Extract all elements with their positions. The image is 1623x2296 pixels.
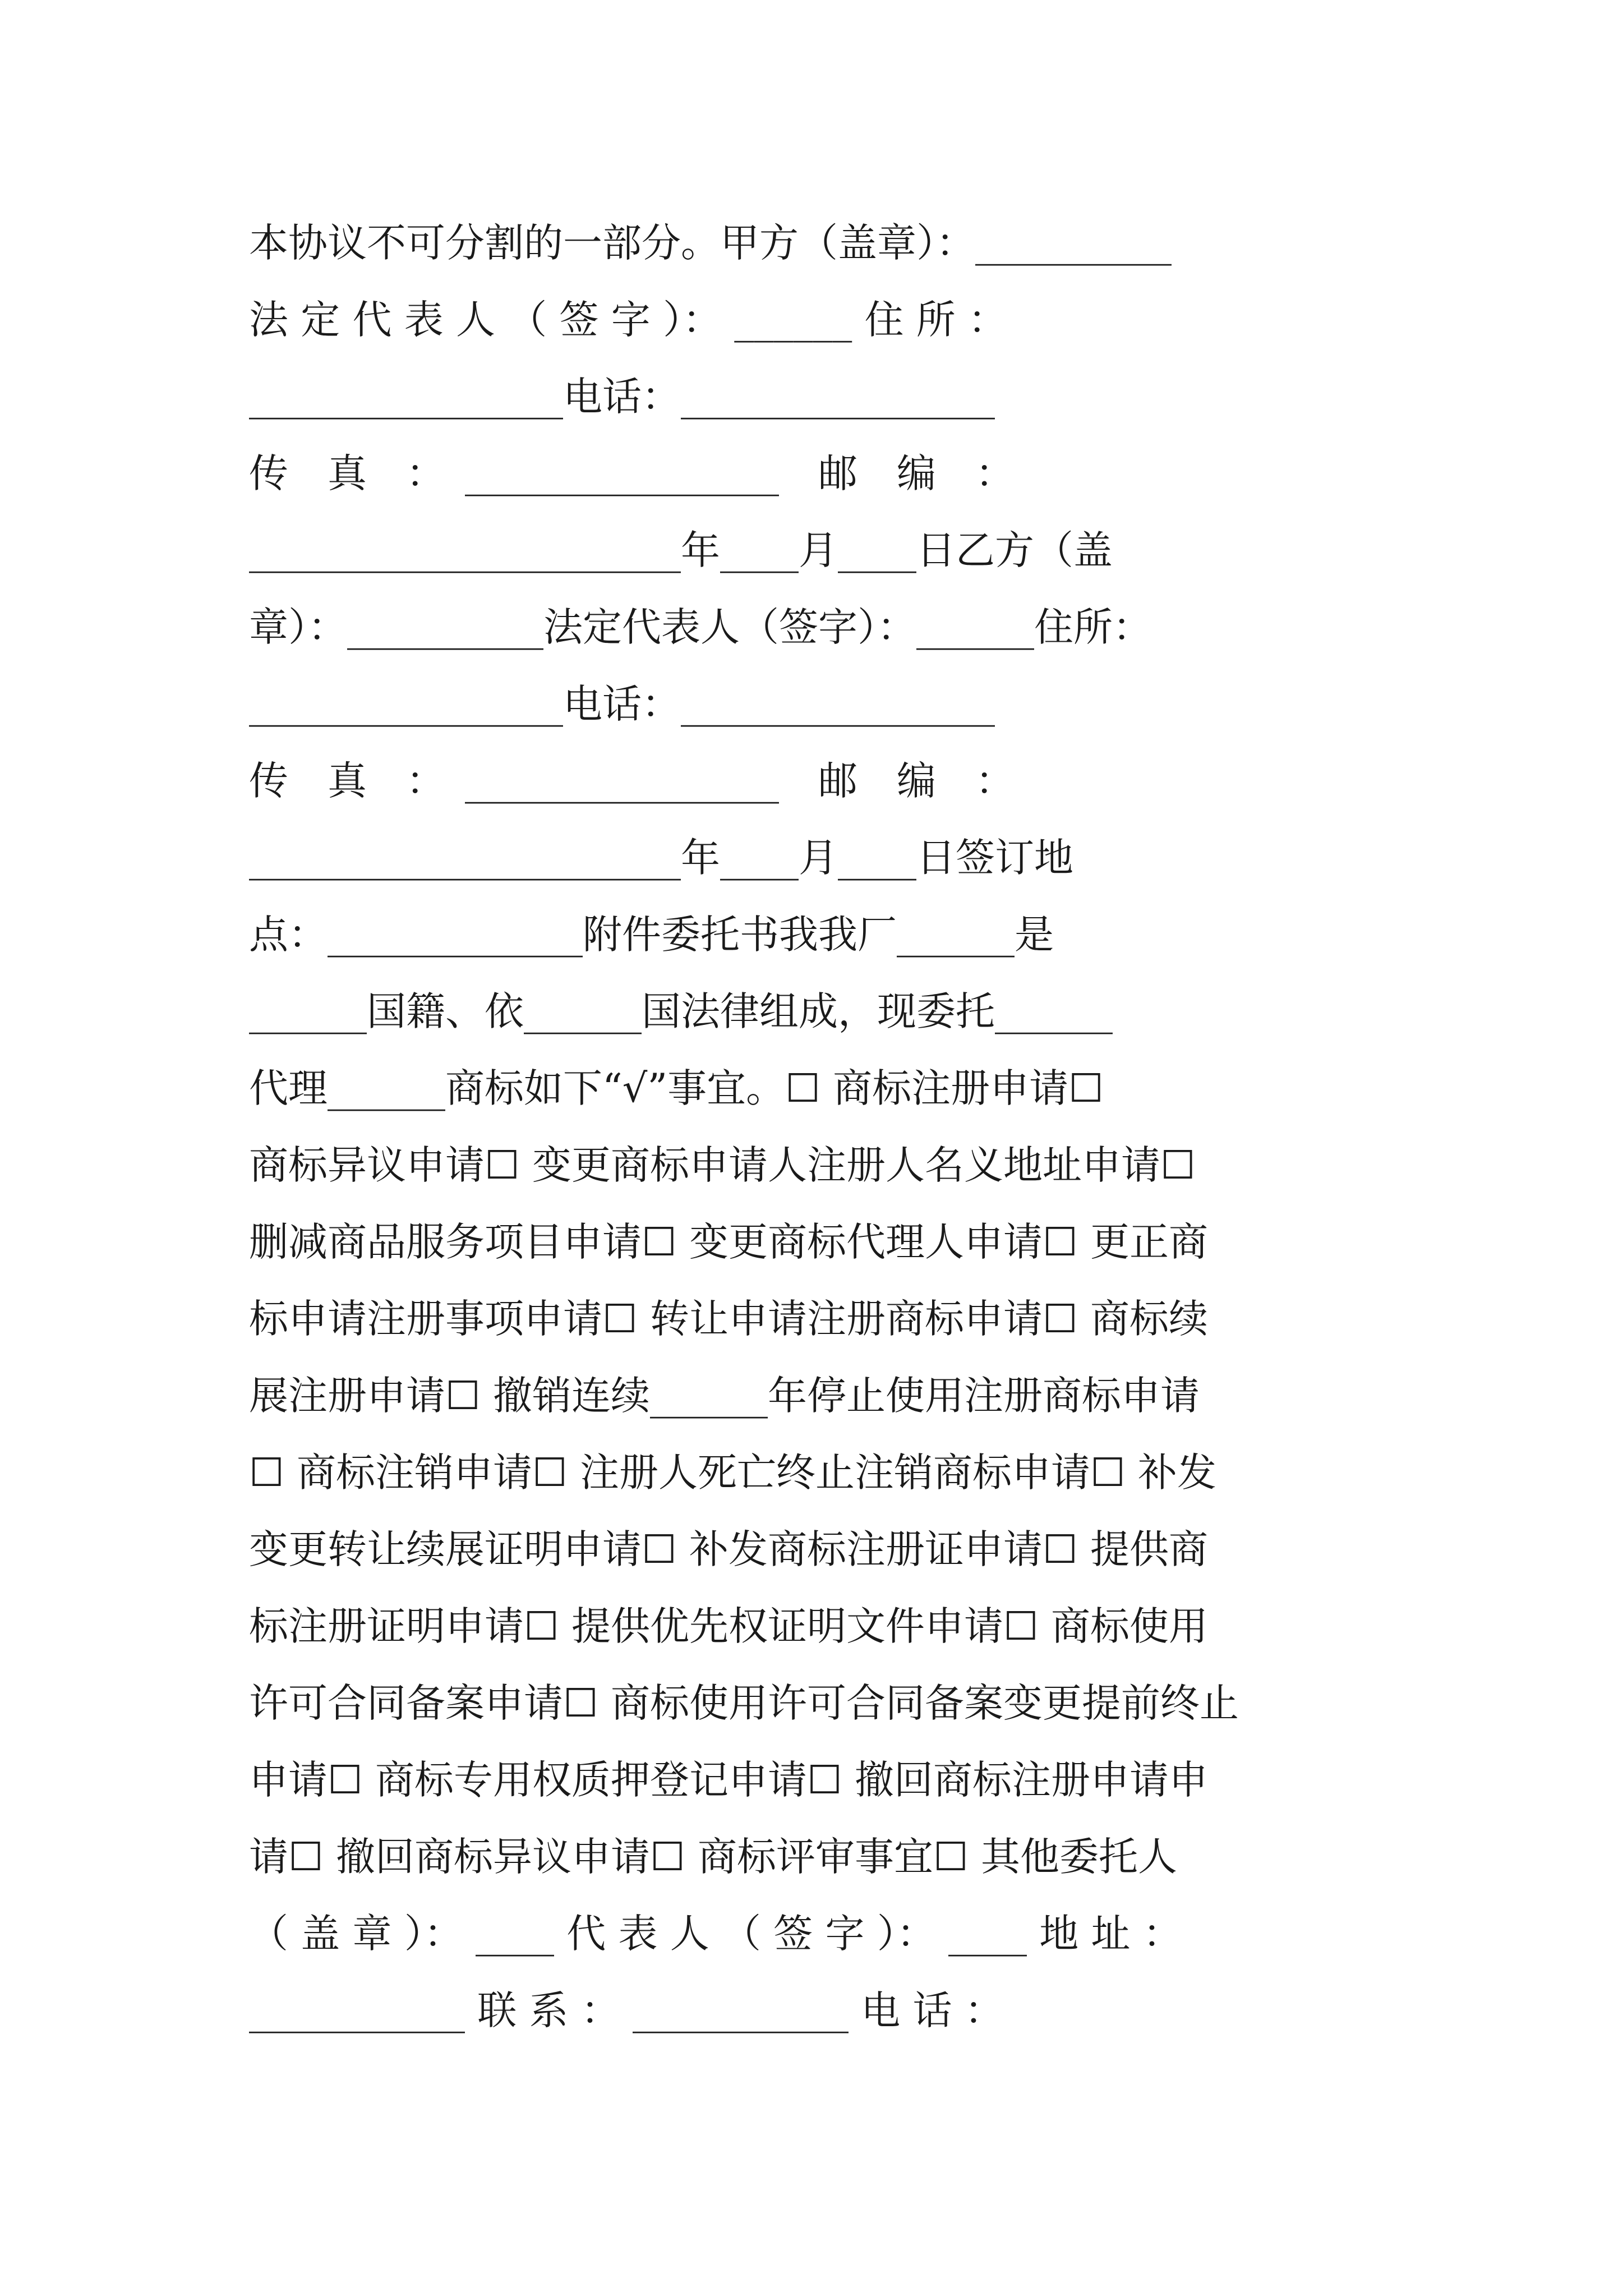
text-line-14 (249, 1211, 1387, 1273)
line-text: 请☐ 撤回商标异议申请☐ 商标评审事宜☐ 其他委托人 (249, 1834, 1178, 1880)
line-text: ________________电话：________________ (249, 681, 995, 727)
line-text: 展注册申请☐ 撤销连续______年停止使用注册商标申请 (249, 1373, 1200, 1419)
text-line-21 (249, 1749, 1387, 1811)
text-line-6 (249, 596, 1387, 659)
line-text: （ 盖 章 ）： ____ 代 表 人 （ 签 字 ）： ____ 地 址 ： (249, 1911, 1182, 1957)
line-text: 法 定 代 表 人 （ 签 字 ）： ______ 住 所 ： (249, 297, 1008, 343)
text-line-10 (249, 903, 1387, 966)
line-text: 传 真 ： ________________ 邮 编 ： (249, 450, 1015, 496)
line-text: 点：_____________附件委托书我我厂______是 (249, 912, 1054, 958)
line-text: 标注册证明申请☐ 提供优先权证明文件申请☐ 商标使用 (249, 1603, 1209, 1649)
line-text: 申请☐ 商标专用权质押登记申请☐ 撤回商标注册申请申 (249, 1757, 1209, 1803)
text-line-9 (249, 826, 1387, 889)
line-text: 传 真 ： ________________ 邮 编 ： (249, 758, 1015, 804)
line-text: ________________电话：________________ (249, 374, 995, 420)
text-line-11 (249, 980, 1387, 1043)
line-text: ☐ 商标注销申请☐ 注册人死亡终止注销商标申请☐ 补发 (249, 1450, 1217, 1496)
text-line-2 (249, 288, 1387, 351)
text-line-4 (249, 442, 1387, 505)
text-line-7 (249, 673, 1387, 735)
line-text: 章）：__________法定代表人（签字）：______住所： (249, 604, 1152, 650)
text-line-19 (249, 1595, 1387, 1658)
line-text: ______国籍、依______国法律组成，现委托______ (249, 988, 1113, 1034)
text-line-8 (249, 749, 1387, 812)
line-text: 标申请注册事项申请☐ 转让申请注册商标申请☐ 商标续 (249, 1296, 1209, 1342)
line-text: ______________________年____月____日乙方（盖 (249, 527, 1113, 573)
text-line-23 (249, 1902, 1387, 1965)
text-line-15 (249, 1287, 1387, 1350)
text-line-5 (249, 519, 1387, 582)
line-text: 变更转让续展证明申请☐ 补发商标注册证申请☐ 提供商 (249, 1526, 1209, 1572)
text-line-13 (249, 1134, 1387, 1197)
text-line-16 (249, 1364, 1387, 1427)
line-text: ___________ 联 系 ： ___________ 电 话 ： (249, 1987, 1004, 2033)
text-line-22 (249, 1825, 1387, 1888)
line-text: 许可合同备案申请☐ 商标使用许可合同备案变更提前终止 (249, 1680, 1239, 1726)
text-line-12 (249, 1057, 1387, 1120)
text-line-20 (249, 1672, 1387, 1734)
text-line-17 (249, 1441, 1387, 1504)
line-text: 本协议不可分割的一部分。甲方（盖章）：__________ (249, 220, 1172, 266)
line-text: 删减商品服务项目申请☐ 变更商标代理人申请☐ 更正商 (249, 1219, 1209, 1265)
line-text: 商标异议申请☐ 变更商标申请人注册人名义地址申请☐ (249, 1142, 1196, 1188)
line-text: 代理______商标如下“√”事宜。☐ 商标注册申请☐ (249, 1065, 1104, 1111)
line-text: ______________________年____月____日签订地 (249, 835, 1073, 881)
text-line-24 (249, 1979, 1387, 2042)
text-line-3 (249, 365, 1387, 428)
text-line-18 (249, 1518, 1387, 1581)
text-line-1 (249, 211, 1387, 274)
